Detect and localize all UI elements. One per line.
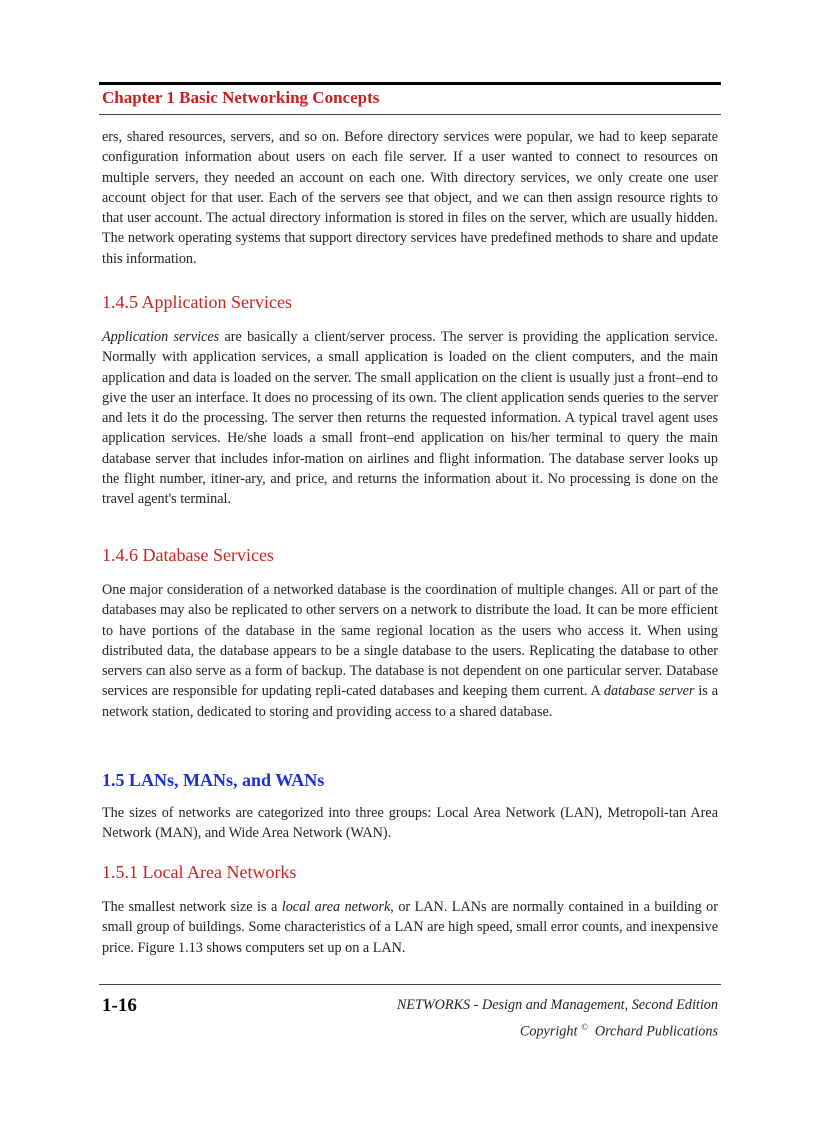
footer-copyright (520, 1022, 718, 1041)
term-database-server: database server (603, 683, 695, 700)
paragraph-database-services-text: One major consideration of a networked database is the coordination of multiple changes. All or part of the databases may also be replicated to other servers on a network to distribute the load. It can be more efficient to have portions of the database in the same regional location as the users who access it. When using distributed data, the database appears to be a single database to the users. Replicating the database to other servers can also serve as a form of backup. The database is not dependent on one particular server. Database services are responsible for updating repli-cated databases and keeping them current. A (102, 582, 718, 700)
copyright-word: Copyright (519, 1023, 578, 1040)
term-application-services: Application services (102, 329, 220, 345)
paragraph-lan-end: , or LAN. LANs are normally contained in a building or small group of buildings. Some characteristics of a LAN are high speed, small error counts, and inexpensive price. Figure 1.13 shows computers set up on a LAN. (102, 899, 718, 956)
term-local-area-network: local area network (281, 899, 391, 915)
heading-1-5: 1.5 LANs, MANs, and WANs (102, 770, 325, 790)
header-rule-thin (99, 114, 721, 115)
paragraph-application-services-text: are basically a client/server process. The server is providing the application service. Normally with application services, a small application is loaded on the client computers, and the main application and data is loaded on the server. The small application on the client is usually just a front–end to give the user an interface. It does no processing of its own. The client application sends queries to the server and lets it do the processing. The server then returns the requested information. A typical travel agent uses application services. He/she loads a small front–end application on his/her terminal to query the main database server that includes infor-mation on airlines and flight information. The database server looks up the flight number, itiner-ary, and price, and returns the information about it. No processing is done on the travel agent's terminal. (102, 329, 718, 508)
chapter-title: Chapter 1 Basic Networking Concepts (102, 88, 380, 107)
page-number: 1-16 (102, 995, 137, 1016)
paragraph-network-sizes: The sizes of networks are categorized into three groups: Local Area Network (LAN), Metropoli-tan Area Network (MAN), and Wide Area Network (WAN). (102, 805, 718, 842)
paragraph-directory-services: ers, shared resources, servers, and so on. Before directory services were popular, we had to keep separate configuration information about users on each file server. If a user wanted to connect to resources on multiple servers, they needed an account on each one. With directory services, we only create one user account object for that user. Each of the servers see that object, and we can then assign resource rights to that user account. The actual directory information is stored in files on the server, which are usually hidden. The network operating systems that support directory services have predefined methods to share and update this information. (102, 129, 718, 267)
paragraph-application-services (102, 327, 718, 510)
heading-1-5-1: 1.5.1 Local Area Networks (102, 862, 297, 882)
paragraph-local-area-networks (102, 897, 718, 958)
footer-book-title: NETWORKS - Design and Management, Second Edition (396, 997, 718, 1013)
paragraph-database-services (102, 580, 718, 722)
copyright-symbol: © (580, 1022, 588, 1032)
footer-rule (99, 984, 721, 985)
paragraph-database-services-end: is a network station, dedicated to storing and providing access to a shared database. (102, 683, 719, 720)
paragraph-lan-text: The smallest network size is a (102, 899, 282, 915)
heading-1-4-5: 1.4.5 Application Services (102, 292, 292, 312)
header-rule-thick (99, 82, 721, 85)
heading-1-4-6: 1.4.6 Database Services (102, 545, 274, 565)
publisher-name: Orchard Publications (587, 1023, 718, 1040)
